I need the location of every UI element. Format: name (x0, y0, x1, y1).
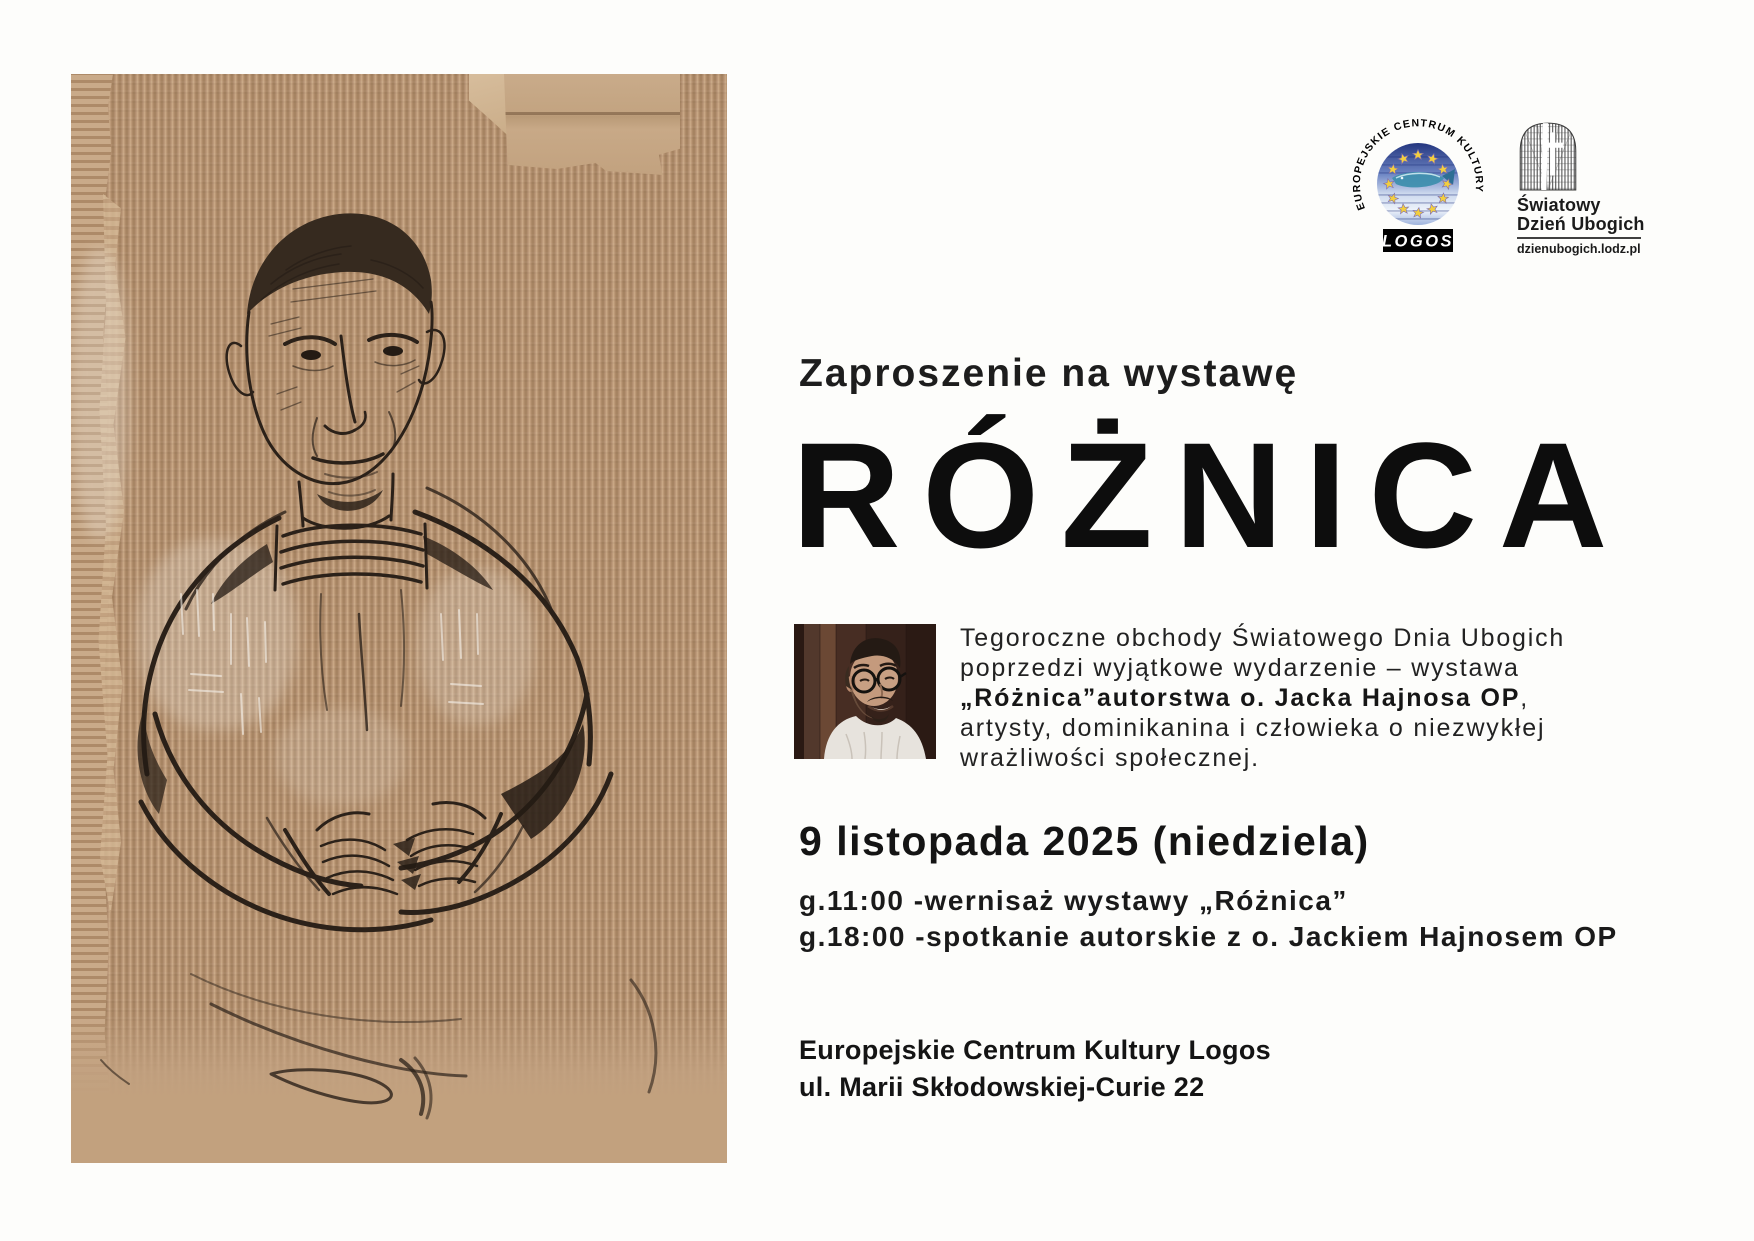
invitation-kicker: Zaproszenie na wystawę (799, 352, 1299, 395)
sdu-name-line2: Dzień Ubogich (1517, 214, 1645, 234)
eck-arc-text: EUROPEJSKIE CENTRUM KULTURY (1350, 117, 1484, 212)
artist-photo (794, 624, 936, 759)
ink-portrait-sketch (71, 74, 727, 1163)
sdu-name-line1: Światowy (1517, 195, 1601, 215)
about-line-bold: „Różnica”autorstwa o. Jacka Hajnosa OP (960, 684, 1521, 712)
about-line (960, 683, 1565, 713)
about-line: poprzedzi wyjątkowe wydarzenie – wystawa (960, 654, 1520, 682)
sdu-divider (1517, 237, 1641, 239)
schedule-item-author-meeting: g.18:00 -spotkanie autorskie z o. Jackiem Hajnosem OP (799, 921, 1618, 952)
about-paragraph (960, 623, 1565, 773)
sdu-logo (1512, 116, 1664, 256)
artist-portrait-graphic (794, 624, 936, 759)
exhibition-title: RÓŻNICA (792, 411, 1630, 579)
schedule-item-vernissage: g.11:00 -wernisaż wystawy „Różnica” (799, 885, 1348, 916)
eu-circle-logo-icon (1348, 112, 1484, 258)
eck-logos-logo (1348, 112, 1484, 258)
venue-name: Europejskie Centrum Kultury Logos (799, 1035, 1271, 1065)
sdu-arch-cross-icon (1517, 120, 1579, 192)
sdu-logo-name (1517, 196, 1645, 234)
about-line-tail: , (1520, 684, 1529, 712)
taped-cardboard-patch (504, 74, 680, 175)
venue-address: ul. Marii Skłodowskiej-Curie 22 (799, 1072, 1205, 1102)
about-line: Tegoroczne obchody Światowego Dnia Ubogich (960, 624, 1566, 652)
sdu-website: dzienubogich.lodz.pl (1517, 242, 1641, 256)
about-line: wrażliwości społecznej. (960, 744, 1260, 772)
artwork-image (71, 74, 727, 1163)
patch-crease (504, 112, 680, 115)
eck-wordmark: LOGOS (1381, 232, 1455, 251)
event-date: 9 listopada 2025 (niedziela) (799, 818, 1370, 864)
about-line: artysty, dominikanina i człowieka o niezwykłej (960, 714, 1546, 742)
